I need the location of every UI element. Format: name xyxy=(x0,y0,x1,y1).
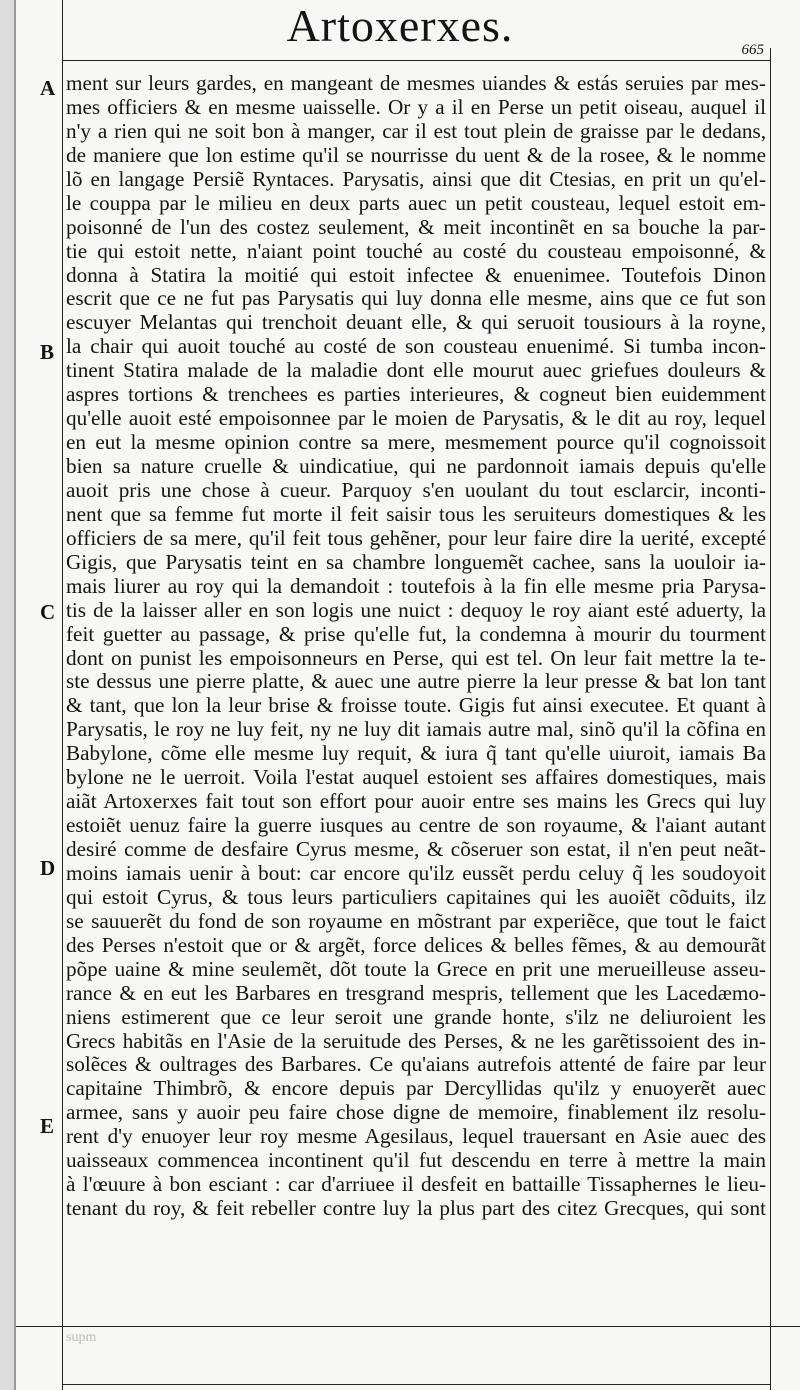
page-gutter-line xyxy=(14,0,16,1390)
text-line: armee, sans y auoir peu faire chose digne de memoire, finablement ilz resolu- xyxy=(66,1101,766,1125)
text-line: de maniere que lon estime qu'il se nourrisse du uent & de la rosee, & le nomme xyxy=(66,143,766,167)
text-line xyxy=(66,1317,766,1341)
text-line: põpe uaine & mine seulemẽt, dõt toute la Grece en prit une merueilleuse asseu- xyxy=(66,957,766,981)
frame-rule-bottom-inner xyxy=(62,1384,770,1385)
margin-marker-d: D xyxy=(40,856,56,880)
text-line: escrit que ce ne fut pas Parysatis qui luy donna elle mesme, ains que ce fut son xyxy=(66,287,766,311)
text-line: poisonné de l'un des costez seulement, & meit incontinẽt en sa bouche la par- xyxy=(66,215,766,239)
text-line: ste dessus une pierre platte, & auec une autre pierre la leur presse & bat lon tant xyxy=(66,670,766,694)
text-line: escuyer Melantas qui trenchoit deuant elle, & qui seruoit tousiours à la royne, xyxy=(66,311,766,335)
text-line: mais liurer au roy qui la demandoit : toutefois à la fin elle mesme pria Parysa- xyxy=(66,574,766,598)
text-line: desiré comme de desfaire Cyrus mesme, & cõseruer son estat, il n'en peut neãt- xyxy=(66,838,766,861)
text-line: en eut la mesme opinion contre sa mere, mesmement pource qu'il cognoissoit xyxy=(66,431,766,455)
text-line: mes officiers & en mesme uaisselle. Or y a il en Perse un petit oiseau, auquel il xyxy=(66,95,766,119)
text-line: aspres tortions & trenchees es parties interieures, & cogneut bien euidemment xyxy=(66,383,766,407)
text-line: des Perses n'estoit que or & argẽt, force delices & belles fẽmes, & au demourãt xyxy=(66,933,766,957)
text-line xyxy=(66,1221,766,1245)
text-line: ment sur leurs gardes, en mangeant de mesmes uiandes & estás seruies par mes- xyxy=(66,72,766,95)
margin-marker-a: A xyxy=(40,76,56,100)
text-line: officiers de sa mere, qu'il feit tous gehẽner, pour leur faire dire la uerité, excepté xyxy=(66,526,766,550)
text-line: tie qui estoit nette, n'aiant point touché au costé du cousteau empoisonné, & xyxy=(66,239,766,263)
text-line: lõ en langage Persiẽ Ryntaces. Parysatis, ainsi que dit Ctesias, en prit un qu'el- xyxy=(66,167,766,191)
text-line: se sauuerẽt du fond de son royaume en mõstrant par experiẽce, que tout le faict xyxy=(66,909,766,933)
text-line: Grecs habitãs en l'Asie de la seruitude des Perses, & ne les garẽtissoient des in- xyxy=(66,1029,766,1053)
text-line: rance & en eut les Barbares en tresgrand mespris, tellement que les Lacedæmo- xyxy=(66,981,766,1005)
text-line: bylone ne le uerroit. Voila l'estat auquel estoient ses affaires domestiques, mais xyxy=(66,766,766,790)
text-line: bien sa nature cruelle & uindicatiue, qui ne pardonnoit iamais depuis qu'elle xyxy=(66,455,766,478)
text-line: à l'œuure à bon esciant : car d'arriuee il desfeit en battaille Tissaphernes le lieu- xyxy=(66,1173,766,1197)
text-line: Parysatis, le roy ne luy feit, ny ne luy dit iamais autre mal, sinõ qu'il la cõfina en xyxy=(66,718,766,742)
text-line xyxy=(66,1245,766,1269)
text-line: tis de la laisser aller en son logis une nuict : dequoy le roy aiant esté aduerty, la xyxy=(66,598,766,622)
margin-marker-c: C xyxy=(40,600,56,624)
frame-rule-right xyxy=(770,48,771,1390)
text-line: solẽces & oultrages des Barbares. Ce qu'aians autrefois attenté de faire par leur xyxy=(66,1053,766,1077)
text-line: qu'elle auoit esté empoisonnee par le moien de Parysatis, & le dit au roy, lequel xyxy=(66,407,766,431)
text-line xyxy=(66,1293,766,1317)
text-line: Gigis, que Parysatis teint en sa chambre longuemẽt cachee, sans la uouloir ia- xyxy=(66,550,766,574)
text-line: tenant du roy, & feit rebeller contre luy la plus part des citez Grecques, qui sont xyxy=(66,1197,766,1221)
text-line: niens estimerent que ce leur seroit une grande honte, s'ilz ne deliuroient les xyxy=(66,1005,766,1029)
margin-marker-b: B xyxy=(40,340,55,364)
text-line: nent que sa femme fut morte il feit saisir tous les seruiteurs domestiques & les xyxy=(66,502,766,526)
page-number: 665 xyxy=(741,42,764,58)
text-line: & tant, que lon la leur brise & froisse toute. Gigis fut ainsi executee. Et quant à xyxy=(66,694,766,718)
text-line: estoiẽt uenuz faire la guerre iusques au centre de son royaume, & l'aiant autant xyxy=(66,814,766,838)
text-line: feit guetter au passage, & prise qu'elle fut, la condemna à mourir du tourment xyxy=(66,622,766,646)
body-text xyxy=(66,72,766,1341)
text-line: aiãt Artoxerxes fait tout son effort pour auoir entre ses mains les Grecs qui luy xyxy=(66,790,766,814)
text-line: n'y a rien qui ne soit bon à manger, car il est tout plein de graisse par le dedans, xyxy=(66,119,766,143)
text-line: la chair qui auoit touché au costé de son cousteau enuenimé. Si tumba incon- xyxy=(66,335,766,359)
text-line xyxy=(66,1269,766,1293)
text-line: qui estoit Cyrus, & tous leurs particuliers capitaines qui les auoiẽt cõduits, ilz xyxy=(66,885,766,909)
text-line: donna à Statira la moitié qui estoit infectee & enuenimee. Toutefois Dinon xyxy=(66,263,766,287)
text-line: uaisseaux commencea incontinent qu'il fut descendu en terre à mettre la main xyxy=(66,1149,766,1173)
text-line: auoit pris une chose à cueur. Parquoy s'en uoulant du tout esclarcir, inconti- xyxy=(66,478,766,502)
frame-rule-top xyxy=(62,60,770,61)
text-line: tinent Statira malade de la maladie dont elle mourut auec griefues douleurs & xyxy=(66,359,766,383)
catchword: supm xyxy=(66,1330,97,1345)
page-gutter-shadow xyxy=(0,0,14,1390)
text-line: rent d'y enuoyer leur roy mesme Agesilaus, lequel trauersant en Asie auec des xyxy=(66,1125,766,1149)
text-line: moins iamais uenir à bout: car encore qu'ilz eussẽt perdu celuy q̃ les soudoyoit xyxy=(66,861,766,885)
running-head-title: Artoxerxes. xyxy=(286,0,514,51)
text-line: le couppa par le milieu en deux parts auec un petit cousteau, lequel estoit em- xyxy=(66,191,766,215)
margin-marker-e: E xyxy=(40,1114,55,1138)
text-line: dont on punist les empoisonneurs en Perse, qui est tel. On leur fait mettre la te- xyxy=(66,646,766,670)
frame-rule-left xyxy=(62,0,63,1390)
text-line: Babylone, cõme elle mesme luy requit, & iura q̃ tant qu'elle uiuroit, iamais Ba xyxy=(66,742,766,766)
text-line: capitaine Thimbrõ, & encore depuis par Dercyllidas qu'ilz y enuoyerẽt auec xyxy=(66,1077,766,1101)
